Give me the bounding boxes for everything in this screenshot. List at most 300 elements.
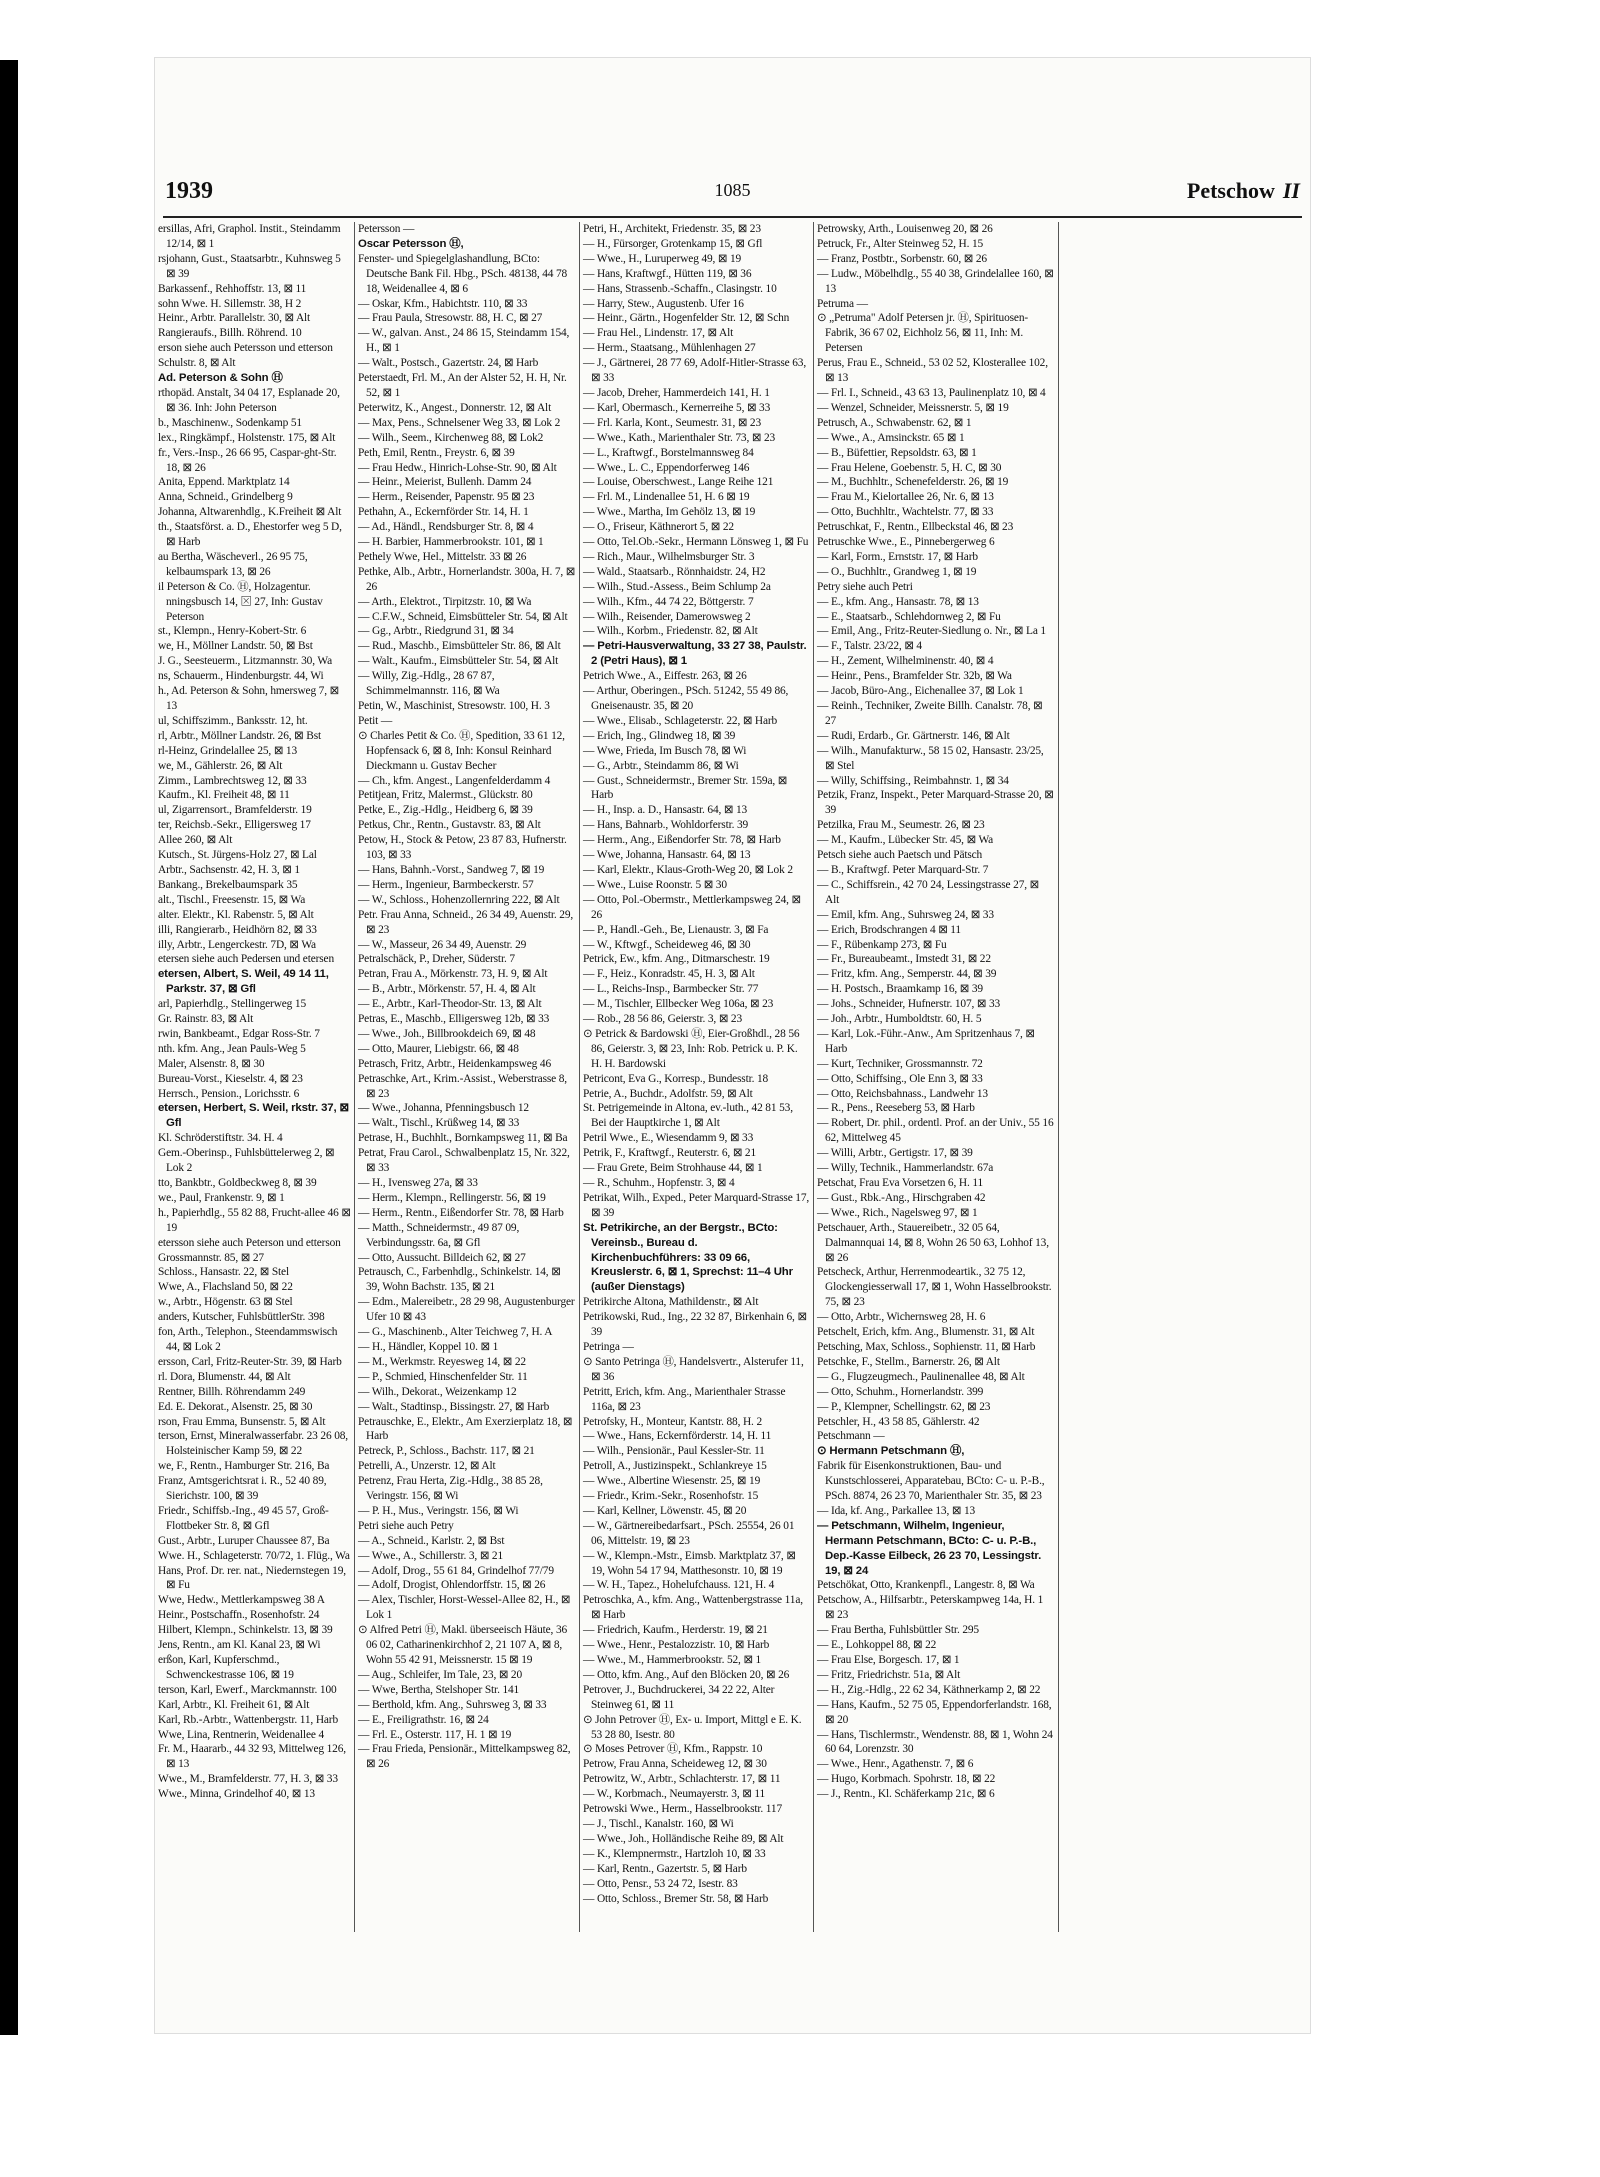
directory-entry: — M., Werkmstr. Reyesweg 14, ⊠ 22	[358, 1355, 526, 1368]
directory-entry: — Hans, Bahnh.-Vorst., Sandweg 7, ⊠ 19	[358, 863, 545, 876]
directory-entry: Petrie, A., Buchdr., Adolfstr. 59, ⊠ Alt	[583, 1087, 753, 1100]
directory-entry: — Fritz, kfm. Ang., Semperstr. 44, ⊠ 39	[817, 968, 997, 981]
directory-entry: — Max, Pens., Schnelsener Weg 33, ⊠ Lok 2	[358, 416, 561, 429]
directory-entry: — Ad., Händl., Rendsburger Str. 8, ⊠ 4	[358, 521, 534, 534]
directory-entry: Pethely Wwe, Hel., Mittelstr. 33 ⊠ 26	[358, 550, 527, 563]
directory-entry: — Wwe., Luise Roonstr. 5 ⊠ 30	[583, 878, 727, 891]
directory-entry: — Wwe, Johanna, Hansastr. 64, ⊠ 13	[583, 849, 751, 862]
directory-entry: Petschökat, Otto, Krankenpfl., Langestr. 8, ⊠ Wa	[817, 1579, 1035, 1592]
directory-entry: we, H., Möllner Landstr. 50, ⊠ Bst	[158, 640, 313, 653]
directory-entry: — Otto, Arbtr., Wichernsweg 28, H. 6	[817, 1311, 986, 1324]
directory-entry: — Willy, Technik., Hammerlandstr. 67a	[817, 1162, 994, 1175]
directory-entry: — W., galvan. Anst., 24 86 15, Steindamm 154, H., ⊠ 1	[358, 327, 570, 355]
directory-entry: — Herm., Rentn., Eißendorfer Str. 78, ⊠ Harb	[358, 1206, 564, 1219]
directory-entry: — B., Arbtr., Mörkenstr. 57, H. 4, ⊠ Alt	[358, 983, 536, 996]
directory-entry: — F., Heiz., Konradstr. 45, H. 3, ⊠ Alt	[583, 968, 755, 981]
directory-entry: illi, Rangierarb., Heidhörn 82, ⊠ 33	[158, 923, 317, 936]
directory-entry: — Heinr., Gärtn., Hogenfelder Str. 12, ⊠ Schn	[583, 312, 790, 325]
directory-entry: — W., Masseur, 26 34 49, Auenstr. 29	[358, 938, 527, 951]
directory-entry: — Frau Else, Borgesch. 17, ⊠ 1	[817, 1654, 960, 1666]
directory-entry: Petrauschke, E., Elektr., Am Exerzierplatz 18, ⊠ Harb	[358, 1415, 573, 1443]
directory-entry: — Karl, Obermasch., Kernerreihe 5, ⊠ 33	[583, 401, 771, 414]
directory-entry: ersson, Carl, Fritz-Reuter-Str. 39, ⊠ Harb	[158, 1355, 342, 1368]
directory-entry: — Wwe., L. C., Eppendorferweg 146	[583, 461, 750, 474]
directory-entry: — Robert, Dr. phil., ordentl. Prof. an der Univ., 55 16 62, Mittelweg 45	[817, 1117, 1054, 1145]
directory-entry: ns, Schauerm., Hindenburgstr. 44, Wi	[158, 670, 324, 683]
directory-entry: — Wwe., M., Hammerbrookstr. 52, ⊠ 1	[583, 1654, 762, 1666]
directory-entry: — H., Fürsorger, Grotenkamp 15, ⊠ Gfl	[583, 237, 763, 250]
directory-entry: — Otto, kfm. Ang., Auf den Blöcken 20, ⊠ 26	[583, 1668, 790, 1681]
scan-edge-strip	[0, 60, 18, 2035]
directory-entry: — Wilh., Korbm., Friedenstr. 82, ⊠ Alt	[583, 625, 758, 638]
directory-entry: Bankang., Brekelbaumspark 35	[158, 878, 298, 891]
directory-entry: — Kurt, Techniker, Grossmannstr. 72	[817, 1057, 983, 1070]
directory-entry: — Otto, Schiffsing., Ole Enn 3, ⊠ 33	[817, 1072, 983, 1085]
page-header	[155, 178, 1310, 214]
directory-page	[155, 58, 1310, 2033]
directory-entry: — Joh., Arbtr., Humboldtstr. 60, H. 5	[817, 1013, 982, 1026]
directory-entry: — Matth., Schneidermstr., 49 87 09, Verbindungsstr. 6a, ⊠ Gfl	[358, 1221, 520, 1249]
directory-entry: Petry siehe auch Petri	[817, 580, 913, 593]
directory-entry: — Ch., kfm. Angest., Langenfelderdamm 4	[358, 774, 551, 787]
directory-entry: — Wwe., Martha, Im Gehölz 13, ⊠ 19	[583, 506, 756, 519]
directory-entry: Petschauer, Arth., Stauereibetr., 32 05 64, Dalmannquai 14, ⊠ 8, Wohn 26 50 63, Lohhof 13, ⊠ 26	[817, 1221, 1049, 1264]
directory-entry: — Frau Hel., Lindenstr. 17, ⊠ Alt	[583, 327, 734, 340]
directory-entry: rl-Heinz, Grindelallee 25, ⊠ 13	[158, 744, 298, 757]
directory-column-3	[580, 222, 814, 1932]
directory-entry: — Rich., Maur., Wilhelmsburger Str. 3	[583, 550, 755, 563]
directory-entry: J. G., Seesteuerm., Litzmannstr. 30, Wa	[158, 655, 332, 668]
directory-entry: — Hans, Bahnarb., Wohldorferstr. 39	[583, 819, 749, 832]
directory-column-4	[814, 222, 1059, 1932]
directory-entry: etersen siehe auch Pedersen und etersen	[158, 953, 335, 966]
directory-entry: — Otto, Schuhm., Hornerlandstr. 399	[817, 1385, 984, 1398]
directory-entry: — Louise, Oberschwest., Lange Reihe 121	[583, 476, 774, 489]
directory-entry: we., Paul, Frankenstr. 9, ⊠ 1	[158, 1191, 285, 1204]
directory-entry: — G., Flugzeugmech., Paulinenallee 48, ⊠ Alt	[817, 1370, 1025, 1383]
header-rule	[163, 216, 1302, 218]
directory-entry: — E., Arbtr., Karl-Theodor-Str. 13, ⊠ Alt	[358, 998, 542, 1011]
directory-entry: — Ludw., Möbelhdlg., 55 40 38, Grindelallee 160, ⊠ 13	[817, 267, 1054, 295]
directory-entry: Petras, E., Maschb., Elligersweg 12b, ⊠ 33	[358, 1013, 550, 1026]
directory-entry: Schulstr. 8, ⊠ Alt	[158, 357, 236, 370]
directory-entry: Fabrik für Eisenkonstruktionen, Bau- und Kunstschlosserei, Apparatebau, BCto: C- u. P.-B., PSch. 8874, 26 23 70, Marienthaler Str. 35, ⊠ 23	[817, 1460, 1045, 1503]
directory-entry: Petschow, A., Hilfsarbtr., Peterskampweg 14a, H. 1 ⊠ 23	[817, 1594, 1044, 1622]
directory-entry: — Gust., Rbk.-Ang., Hirschgraben 42	[817, 1191, 986, 1204]
directory-entry: — O., Friseur, Käthnerort 5, ⊠ 22	[583, 521, 734, 534]
directory-column-5	[1059, 222, 1310, 1932]
running-head-volume: II	[1282, 178, 1300, 203]
directory-entry: — W. H., Tapez., Hohelufchauss. 121, H. 4	[583, 1579, 775, 1592]
directory-entry: Petrik, F., Kraftwgf., Reuterstr. 6, ⊠ 21	[583, 1147, 757, 1160]
directory-entry: — Harry, Stew., Augustenb. Ufer 16	[583, 297, 744, 310]
directory-entry: Petritt, Erich, kfm. Ang., Marienthaler Strasse 116a, ⊠ 23	[583, 1385, 786, 1413]
directory-entry: — B., Büfettier, Repsoldstr. 63, ⊠ 1	[817, 446, 977, 459]
directory-entry: Petrat, Frau Carol., Schwalbenplatz 15, Nr. 322, ⊠ 33	[358, 1147, 570, 1175]
directory-entry: — Herm., Ang., Eißendorfer Str. 78, ⊠ Harb	[583, 834, 781, 847]
directory-entry: — Hans, Kaufm., 52 75 05, Eppendorferlandstr. 168, ⊠ 20	[817, 1698, 1052, 1726]
directory-entry: Maler, Alsenstr. 8, ⊠ 30	[158, 1057, 265, 1070]
directory-entry: rwin, Bankbeamt., Edgar Ross-Str. 7	[158, 1027, 320, 1040]
directory-entry: fr., Vers.-Insp., 26 66 95, Caspar-ght-Str. 18, ⊠ 26	[158, 446, 337, 474]
directory-entry: — Frl. E., Osterstr. 117, H. 1 ⊠ 19	[358, 1728, 512, 1741]
directory-entry: — Frl. M., Lindenallee 51, H. 6 ⊠ 19	[583, 491, 750, 504]
directory-entry: Petschelt, Erich, kfm. Ang., Blumenstr. 31, ⊠ Alt	[817, 1326, 1035, 1339]
directory-entry: — Wilh., Seem., Kirchenweg 88, ⊠ Lok2	[358, 431, 544, 444]
directory-entry: — Wilh., Pensionär., Paul Kessler-Str. 11	[583, 1445, 765, 1458]
directory-entry: — Frau Grete, Beim Strohhause 44, ⊠ 1	[583, 1162, 763, 1175]
directory-entry: — Wwe., Hans, Eckernförderstr. 14, H. 11	[583, 1430, 772, 1443]
running-head-name: Petschow	[1186, 178, 1275, 203]
directory-entry: — W., Gärtnereibedarfsart., PSch. 25554, 26 01 06, Mittelstr. 19, ⊠ 23	[583, 1519, 795, 1547]
directory-entry: — L., Kraftwgf., Borstelmannsweg 84	[583, 446, 754, 459]
directory-entry: Fenster- und Spiegelglashandlung, BCto: Deutsche Bank Fil. Hbg., PSch. 48138, 44 78 18, Weidenallee 4, ⊠ 6	[358, 252, 568, 295]
directory-entry: ⊙ Charles Petit & Co. Ⓗ, Spedition, 33 61 12, Hopfensack 6, ⊠ 8, Inh: Konsul Reinhard Dieckmann u. Gustav Becher	[358, 729, 565, 772]
directory-entry: — Petri-Hausverwaltung, 33 27 38, Paulstr. 2 (Petri Haus), ⊠ 1	[583, 640, 807, 668]
directory-entry: — Frl. Karla, Kont., Seumestr. 31, ⊠ 23	[583, 416, 762, 429]
directory-entry: — A., Schneid., Karlstr. 2, ⊠ Bst	[358, 1534, 505, 1547]
directory-entry: — Friedrich, Kaufm., Herderstr. 19, ⊠ 21	[583, 1624, 768, 1637]
directory-entry: — Wwe., Rich., Nagelsweg 97, ⊠ 1	[817, 1206, 978, 1219]
directory-entry: Karl, Arbtr., Kl. Freiheit 61, ⊠ Alt	[158, 1698, 310, 1711]
directory-entry: — Willy, Schiffsing., Reimbahnstr. 1, ⊠ 34	[817, 774, 1009, 787]
directory-entry: th., Staatsförst. a. D., Ehestorfer weg 5 D, ⊠ Harb	[158, 521, 342, 549]
directory-entry: — J., Rentn., Kl. Schäferkamp 21c, ⊠ 6	[817, 1788, 995, 1801]
directory-columns	[155, 222, 1310, 1932]
directory-entry: Petschmann —	[817, 1430, 885, 1443]
directory-entry: Zimm., Lambrechtsweg 12, ⊠ 33	[158, 774, 307, 787]
directory-entry: — Aug., Schleifer, Im Tale, 23, ⊠ 20	[358, 1668, 523, 1681]
directory-entry: Petringa —	[583, 1340, 634, 1353]
directory-entry: — G., Arbtr., Steindamm 86, ⊠ Wi	[583, 759, 739, 772]
directory-entry: — Erich, Ing., Glindweg 18, ⊠ 39	[583, 729, 736, 742]
directory-entry: Petruck, Fr., Alter Steinweg 52, H. 15	[817, 237, 984, 250]
directory-entry: Petersson —	[358, 223, 415, 235]
directory-entry: Petreck, P., Schloss., Bachstr. 117, ⊠ 21	[358, 1445, 535, 1458]
directory-entry: Herrsch., Pension., Lorichsstr. 6	[158, 1087, 300, 1100]
directory-entry: — Emil, kfm. Ang., Suhrsweg 24, ⊠ 33	[817, 908, 994, 921]
directory-entry: — Arth., Elektrot., Tirpitzstr. 10, ⊠ Wa	[358, 595, 532, 608]
directory-entry: Petrikat, Wilh., Exped., Peter Marquard-Strasse 17, ⊠ 39	[583, 1191, 810, 1219]
directory-entry: Petrick, Ew., kfm. Ang., Ditmarschestr. 19	[583, 953, 770, 966]
directory-entry: Rentner, Billh. Röhrendamm 249	[158, 1385, 306, 1398]
directory-entry: Petrich Wwe., A., Eiffestr. 263, ⊠ 26	[583, 670, 747, 683]
directory-entry: — Otto, Pensr., 53 24 72, Isestr. 83	[583, 1877, 738, 1890]
directory-entry: — Wilh., Reisender, Damerowsweg 2	[583, 610, 751, 623]
directory-entry: Wwe., M., Bramfelderstr. 77, H. 3, ⊠ 33	[158, 1773, 338, 1786]
directory-entry: Petroschka, A., kfm. Ang., Wattenbergstrasse 11a, ⊠ Harb	[583, 1594, 803, 1622]
directory-entry: — Karl, Kellner, Löwenstr. 45, ⊠ 20	[583, 1504, 747, 1517]
directory-entry: — Wilh., Dekorat., Weizenkamp 12	[358, 1385, 517, 1398]
directory-entry: Petrasch, Fritz, Arbtr., Heidenkampsweg 46	[358, 1057, 551, 1070]
directory-entry: Petrofsky, H., Monteur, Kantstr. 88, H. 2	[583, 1415, 763, 1428]
directory-entry: Gem.-Oberinsp., Fuhlsbüttelerweg 2, ⊠ Lok 2	[158, 1147, 335, 1175]
directory-entry: alter. Elektr., Kl. Rabenstr. 5, ⊠ Alt	[158, 908, 314, 921]
directory-entry: Petruma —	[817, 297, 868, 310]
directory-entry: — Berthold, kfm. Ang., Suhrsweg 3, ⊠ 33	[358, 1698, 547, 1711]
header-running-head	[1187, 178, 1300, 204]
directory-entry: sohn Wwe. H. Sillemstr. 38, H 2	[158, 297, 302, 310]
directory-entry: — Walt., Stadtinsp., Bissingstr. 27, ⊠ Harb	[358, 1400, 550, 1413]
directory-entry: — Otto, Aussucht. Billdeich 62, ⊠ 27	[358, 1251, 526, 1264]
directory-entry: — R., Schuhm., Hopfenstr. 3, ⊠ 4	[583, 1177, 735, 1189]
directory-entry: Petrausch, C., Farbenhdlg., Schinkelstr. 14, ⊠ 39, Wohn Bachstr. 135, ⊠ 21	[358, 1266, 561, 1294]
directory-entry: Petkus, Chr., Rentn., Gustavstr. 83, ⊠ Alt	[358, 819, 541, 832]
directory-entry: — Rob., 28 56 86, Geierstr. 3, ⊠ 23	[583, 1013, 743, 1026]
directory-entry: Petrowsky, Arth., Louisenweg 20, ⊠ 26	[817, 223, 993, 235]
directory-entry: — Adolf, Drogist, Ohlendorffstr. 15, ⊠ 26	[358, 1579, 546, 1592]
directory-entry: Petzik, Franz, Inspekt., Peter Marquard-Strasse 20, ⊠ 39	[817, 789, 1054, 817]
directory-entry: Pethke, Alb., Arbtr., Hornerlandstr. 300a, H. 7, ⊠ 26	[358, 565, 576, 593]
directory-entry: — Hans, Kraftwgf., Hütten 119, ⊠ 36	[583, 267, 752, 280]
directory-entry: — J., Gärtnerei, 28 77 69, Adolf-Hitler-Strasse 63, ⊠ 33	[583, 357, 807, 385]
directory-entry: — Frau M., Kielortallee 26, Nr. 6, ⊠ 13	[817, 491, 994, 504]
directory-entry: b., Maschinenw., Sodenkamp 51	[158, 416, 302, 429]
directory-entry: — Frau Hedw., Hinrich-Lohse-Str. 90, ⊠ Alt	[358, 461, 557, 474]
directory-entry: arl, Papierhdlg., Stellingerweg 15	[158, 998, 307, 1011]
directory-entry: Arbtr., Sachsenstr. 42, H. 3, ⊠ 1	[158, 863, 300, 876]
directory-entry: — F., Rübenkamp 273, ⊠ Fu	[817, 938, 947, 951]
directory-entry: Petruschke Wwe., E., Pinnebergerweg 6	[817, 536, 995, 549]
directory-entry: rthopäd. Anstalt, 34 04 17, Esplanade 20, ⊠ 36. Inh: John Peterson	[158, 386, 340, 414]
directory-entry: — Arthur, Oberingen., PSch. 51242, 55 49 86, Gneisenaustr. 35, ⊠ 20	[583, 685, 789, 712]
directory-entry: Schloss., Hansastr. 22, ⊠ Stel	[158, 1266, 289, 1279]
directory-entry: — W., Schloss., Hohenzollernring 222, ⊠ Alt	[358, 893, 560, 906]
directory-entry: — P. H., Mus., Veringstr. 156, ⊠ Wi	[358, 1504, 519, 1517]
directory-entry: — Heinr., Pens., Bramfelder Str. 32b, ⊠ Wa	[817, 670, 1012, 683]
directory-entry: h., Ad. Peterson & Sohn, hmersweg 7, ⊠ 13	[158, 685, 340, 712]
directory-entry: — W., Korbmach., Neumayerstr. 3, ⊠ 11	[583, 1788, 765, 1801]
directory-entry: erßon, Karl, Kupferschmd., Schwenckestrasse 106, ⊠ 19	[158, 1654, 294, 1681]
directory-entry: Heinr., Arbtr. Parallelstr. 30, ⊠ Alt	[158, 312, 311, 325]
directory-entry: — Wenzel, Schneider, Meissnerstr. 5, ⊠ 19	[817, 401, 1009, 414]
directory-entry: — Wwe., Elisab., Schlageterstr. 22, ⊠ Harb	[583, 714, 778, 727]
directory-entry: — Otto, Buchhltr., Wachtelstr. 77, ⊠ 33	[817, 506, 994, 519]
directory-entry: Heinr., Postschaffn., Rosenhofstr. 24	[158, 1609, 320, 1622]
directory-entry: Allee 260, ⊠ Alt	[158, 834, 233, 847]
directory-entry: — H. Postsch., Braamkamp 16, ⊠ 39	[817, 983, 983, 996]
directory-entry: — J., Tischl., Kanalstr. 160, ⊠ Wi	[583, 1817, 734, 1830]
directory-entry: Gust., Arbtr., Luruper Chaussee 87, Ba	[158, 1534, 330, 1547]
directory-entry: — Willy, Zig.-Hdlg., 28 67 87, Schimmelmannstr. 116, ⊠ Wa	[358, 670, 500, 698]
directory-entry: Fr. M., Haararb., 44 32 93, Mittelweg 126, ⊠ 13	[158, 1743, 346, 1771]
directory-entry: Kutsch., St. Jürgens-Holz 27, ⊠ Lal	[158, 849, 317, 862]
directory-entry: — Herm., Staatsang., Mühlenhagen 27	[583, 342, 756, 355]
directory-entry: — H., Zement, Wilhelminenstr. 40, ⊠ 4	[817, 655, 994, 668]
directory-entry: — H., Händler, Koppel 10. ⊠ 1	[358, 1340, 499, 1353]
directory-entry: — H. Barbier, Hammerbrookstr. 101, ⊠ 1	[358, 536, 544, 549]
directory-entry: — C.F.W., Schneid, Eimsbütteler Str. 54, ⊠ Alt	[358, 610, 568, 623]
directory-entry: — Wwe., Johanna, Pfenningsbusch 12	[358, 1102, 529, 1115]
directory-entry: Petow, H., Stock & Petow, 23 87 83, Hufnerstr. 103, ⊠ 33	[358, 834, 567, 862]
directory-entry: — Wwe, Bertha, Stelshoper Str. 141	[358, 1683, 520, 1696]
directory-entry: Petitjean, Fritz, Malermst., Glückstr. 80	[358, 789, 533, 802]
directory-column-1	[155, 222, 355, 1932]
directory-entry: — Wilh., Stud.-Assess., Beim Schlump 2a	[583, 580, 771, 593]
directory-entry: Hans, Prof. Dr. rer. nat., Niedernstegen 19, ⊠ Fu	[158, 1564, 346, 1592]
directory-entry: Petsch siehe auch Paetsch und Pätsch	[817, 849, 983, 862]
directory-entry: — Wwe., Kath., Marienthaler Str. 73, ⊠ 23	[583, 431, 776, 444]
directory-entry: Petit —	[358, 714, 393, 727]
directory-entry: Wwe, Lina, Rentnerin, Weidenallee 4	[158, 1728, 324, 1741]
directory-entry: ⊙ Petrick & Bardowski Ⓗ, Eier-Großhdl., 28 56 86, Geierstr. 3, ⊠ 23, Inh: Rob. Petrick u. P. K. H. H. Bardowski	[583, 1027, 800, 1070]
directory-entry: — E., Freiligrathstr. 16, ⊠ 24	[358, 1713, 489, 1726]
directory-entry: — Hugo, Korbmach. Spohrstr. 18, ⊠ 22	[817, 1773, 996, 1786]
directory-entry: — Frau Paula, Stresowstr. 88, H. C, ⊠ 27	[358, 312, 543, 325]
directory-entry: Pethahn, A., Eckernförder Str. 14, H. 1	[358, 506, 529, 519]
directory-entry: — Oskar, Kfm., Habichtstr. 110, ⊠ 33	[358, 297, 528, 310]
directory-entry: — Wwe., H., Luruperweg 49, ⊠ 19	[583, 252, 742, 265]
directory-entry: — Otto, Maurer, Liebigstr. 66, ⊠ 48	[358, 1042, 519, 1055]
directory-entry: — Wwe., Henr., Agathenstr. 7, ⊠ 6	[817, 1758, 974, 1771]
directory-entry: — Hans, Strassenb.-Schaffn., Clasingstr. 10	[583, 282, 777, 295]
directory-entry: lex., Ringkämpf., Holstenstr. 175, ⊠ Alt	[158, 431, 336, 444]
directory-entry: — K., Klempnermstr., Hartzloh 10, ⊠ 33	[583, 1847, 766, 1860]
directory-entry: Petralschäck, P., Dreher, Süderstr. 7	[358, 953, 515, 966]
directory-entry: Petsching, Max, Schloss., Sophienstr. 11, ⊠ Harb	[817, 1340, 1036, 1353]
directory-entry: — Otto, Reichsbahnass., Landwehr 13	[817, 1087, 988, 1100]
directory-entry: Bureau-Vorst., Kieselstr. 4, ⊠ 23	[158, 1072, 303, 1085]
directory-entry: St. Petrigemeinde in Altona, ev.-luth., 42 81 53, Bei der Hauptkirche 1, ⊠ Alt	[583, 1102, 793, 1130]
directory-entry: ⊙ Moses Petrover Ⓗ, Kfm., Rappstr. 10	[583, 1743, 763, 1756]
directory-entry: Petrenz, Frau Herta, Zig.-Hdlg., 38 85 28, Veringstr. 156, ⊠ Wi	[358, 1475, 543, 1503]
directory-entry: — M., Kaufm., Lübecker Str. 45, ⊠ Wa	[817, 834, 994, 847]
directory-entry: Perus, Frau E., Schneid., 53 02 52, Klosterallee 102, ⊠ 13	[817, 357, 1048, 385]
directory-entry: — Karl, Elektr., Klaus-Groth-Weg 20, ⊠ Lok 2	[583, 863, 793, 876]
directory-entry: — Walt., Kaufm., Eimsbütteler Str. 54, ⊠ Alt	[358, 655, 559, 668]
header-page-number: 1085	[714, 180, 751, 200]
directory-entry: Petruschkat, F., Rentn., Ellbeckstal 46, ⊠ 23	[817, 521, 1014, 534]
directory-entry: anders, Kutscher, FuhlsbüttlerStr. 398	[158, 1311, 325, 1324]
directory-entry: ⊙ Santo Petringa Ⓗ, Handelsvertr., Alsterufer 11, ⊠ 36	[583, 1355, 804, 1383]
directory-entry: — M., Buchhltr., Schenefelderstr. 26, ⊠ 19	[817, 476, 1009, 489]
directory-entry: au Bertha, Wäscheverl., 26 95 75, kelbaumspark 13, ⊠ 26	[158, 550, 308, 578]
directory-entry: Rangieraufs., Billh. Röhrend. 10	[158, 327, 302, 340]
directory-entry: Petin, W., Maschinist, Stresowstr. 100, H. 3	[358, 700, 550, 712]
directory-entry: — Herm., Reisender, Papenstr. 95 ⊠ 23	[358, 491, 535, 504]
directory-entry: — B., Kraftwgf. Peter Marquard-Str. 7	[817, 863, 989, 876]
directory-entry: — Friedr., Krim.-Sekr., Rosenhofstr. 15	[583, 1490, 759, 1503]
directory-entry: St. Petrikirche, an der Bergstr., BCto: Vereinsb., Bureau d. Kirchenbuchführers: 33 09 66, Kreuslerstr. 6, ⊠ 1, Sprechst: 11–4 Uhr (außer Dienstags)	[583, 1221, 793, 1294]
directory-entry: — Willi, Arbtr., Gertigstr. 17, ⊠ 39	[817, 1147, 973, 1160]
directory-entry: — H., Insp. a. D., Hansastr. 64, ⊠ 13	[583, 804, 748, 817]
directory-entry: — Wwe., Albertine Wiesenstr. 25, ⊠ 19	[583, 1475, 761, 1488]
directory-entry: — Hans, Tischlermstr., Wendenstr. 88, ⊠ 1, Wohn 24 60 64, Lorenzstr. 30	[817, 1728, 1053, 1756]
directory-entry: Petschler, H., 43 58 85, Gählerstr. 42	[817, 1415, 980, 1428]
directory-entry: Petrelli, A., Unzerstr. 12, ⊠ Alt	[358, 1460, 496, 1473]
directory-entry: — Karl, Form., Ernststr. 17, ⊠ Harb	[817, 550, 978, 563]
directory-entry: Anna, Schneid., Grindelberg 9	[158, 491, 293, 504]
directory-entry: Jens, Rentn., am Kl. Kanal 23, ⊠ Wi	[158, 1639, 321, 1652]
directory-entry: Petroll, A., Justizinspekt., Schlankreye 15	[583, 1460, 767, 1473]
directory-entry: — W., Klempn.-Mstr., Eimsb. Marktplatz 37, ⊠ 19, Wohn 54 17 94, Matthesonstr. 10, ⊠ 19	[583, 1549, 796, 1577]
directory-entry: rson, Frau Emma, Bunsenstr. 5, ⊠ Alt	[158, 1415, 326, 1428]
directory-entry: — G., Maschinenb., Alter Teichweg 7, H. A	[358, 1326, 553, 1339]
directory-entry: Ad. Peterson & Sohn Ⓗ	[158, 372, 283, 385]
directory-entry: — H., Ivensweg 27a, ⊠ 33	[358, 1177, 478, 1189]
directory-entry: Petschke, F., Stellm., Barnerstr. 26, ⊠ Alt	[817, 1355, 1000, 1368]
directory-entry: Anita, Eppend. Marktplatz 14	[158, 476, 290, 489]
directory-entry: — Otto, Schloss., Bremer Str. 58, ⊠ Harb	[583, 1892, 769, 1905]
directory-entry: — Otto, Tel.Ob.-Sekr., Hermann Lönsweg 1, ⊠ Fu	[583, 536, 809, 549]
directory-entry: — Johs., Schneider, Hufnerstr. 107, ⊠ 33	[817, 998, 1001, 1011]
directory-entry: w., Arbtr., Högenstr. 63 ⊠ Stel	[158, 1296, 293, 1309]
directory-entry: ul, Schiffszimm., Banksstr. 12, ht.	[158, 714, 308, 727]
directory-entry: nth. kfm. Ang., Jean Pauls-Weg 5	[158, 1042, 306, 1055]
directory-entry: h., Papierhdlg., 55 82 88, Frucht-allee 46 ⊠ 19	[158, 1206, 351, 1234]
directory-entry: Peterstaedt, Frl. M., An der Alster 52, H. H, Nr. 52, ⊠ 1	[358, 372, 567, 399]
header-year: 1939	[165, 178, 213, 204]
directory-entry: ⊙ Alfred Petri Ⓗ, Makl. überseeisch Häute, 36 06 02, Catharinenkirchhof 2, 21 107 A, ⊠ 8, Wohn 55 42 91, Meissnerstr. 15 ⊠ 19	[358, 1624, 568, 1666]
directory-entry: Karl, Rb.-Arbtr., Wattenbergstr. 11, Harb	[158, 1713, 338, 1726]
directory-entry: — Edm., Malereibetr., 28 29 98, Augustenburger Ufer 10 ⊠ 43	[358, 1296, 575, 1324]
directory-entry: — R., Pens., Reeseberg 53, ⊠ Harb	[817, 1102, 975, 1115]
directory-entry: Barkassenf., Rehhoffstr. 13, ⊠ 11	[158, 282, 307, 295]
directory-entry: — Rud., Maschb., Eimsbütteler Str. 86, ⊠ Alt	[358, 640, 561, 653]
directory-entry: Petrover, J., Buchdruckerei, 34 22 22, Alter Steinweg 61, ⊠ 11	[583, 1683, 775, 1711]
directory-entry: Wwe, Hedw., Mettlerkampsweg 38 A	[158, 1594, 325, 1607]
directory-entry: — Jacob, Büro-Ang., Eichenallee 37, ⊠ Lok 1	[817, 685, 1024, 698]
directory-entry: — Adolf, Drog., 55 61 84, Grindelhof 77/79	[358, 1564, 554, 1577]
directory-entry: — Frau Frieda, Pensionär., Mittelkampsweg 82, ⊠ 26	[358, 1743, 571, 1771]
directory-entry: — P., Handl.-Geh., Be, Lienaustr. 3, ⊠ Fa	[583, 923, 769, 936]
directory-entry: Petraschke, Art., Krim.-Assist., Weberstrasse 8, ⊠ 23	[358, 1072, 568, 1100]
directory-entry: Wwe, A., Flachsland 50, ⊠ 22	[158, 1281, 293, 1294]
directory-entry: — P., Klempner, Schellingstr. 62, ⊠ 23	[817, 1400, 991, 1413]
directory-entry: — Rudi, Erdarb., Gr. Gärtnerstr. 146, ⊠ Alt	[817, 729, 1010, 742]
directory-entry: alt., Tischl., Freesenstr. 15, ⊠ Wa	[158, 893, 306, 906]
directory-entry: — Franz, Postbtr., Sorbenstr. 60, ⊠ 26	[817, 252, 987, 265]
directory-entry: we, F., Rentn., Hamburger Str. 216, Ba	[158, 1460, 330, 1473]
directory-entry: — Ida, kf. Ang., Parkallee 13, ⊠ 13	[817, 1504, 976, 1517]
directory-entry: Johanna, Altwarenhdlg., K.Freiheit ⊠ Alt	[158, 506, 342, 519]
directory-entry: — E., Staatsarb., Schlehdornweg 2, ⊠ Fu	[817, 610, 1001, 623]
directory-entry: — L., Reichs-Insp., Barmbecker Str. 77	[583, 983, 759, 996]
directory-entry: — Wwe., A., Amsinckstr. 65 ⊠ 1	[817, 431, 965, 444]
directory-entry: fon, Arth., Telephon., Steendammswisch 44, ⊠ Lok 2	[158, 1326, 338, 1353]
directory-entry: — Jacob, Dreher, Hammerdeich 141, H. 1	[583, 386, 770, 399]
directory-entry: — H., Zig.-Hdlg., 22 62 34, Käthnerkamp 2, ⊠ 22	[817, 1683, 1041, 1696]
directory-entry: — Emil, Ang., Fritz-Reuter-Siedlung o. Nr., ⊠ La 1	[817, 625, 1046, 638]
directory-entry: Petke, E., Zig.-Hdlg., Heidberg 6, ⊠ 39	[358, 804, 533, 817]
directory-entry: illy, Arbtr., Lengerckestr. 7D, ⊠ Wa	[158, 938, 316, 951]
directory-entry: ul, Zigarrensort., Bramfelderstr. 19	[158, 804, 312, 817]
directory-entry: — Heinr., Meierist, Bullenh. Damm 24	[358, 476, 532, 489]
directory-entry: ⊙ John Petrover Ⓗ, Ex- u. Import, Mittgl e E. K. 53 28 80, Isestr. 80	[583, 1713, 802, 1741]
directory-entry: Petrikowski, Rud., Ing., 22 32 87, Birkenhain 6, ⊠ 39	[583, 1311, 807, 1339]
directory-entry: ⊙ Hermann Petschmann Ⓗ,	[817, 1445, 965, 1458]
directory-entry: etersson siehe auch Peterson und etterson	[158, 1236, 341, 1249]
directory-entry: Kl. Schröderstiftstr. 34. H. 4	[158, 1132, 283, 1145]
directory-entry: Petrusch, A., Schwabenstr. 62, ⊠ 1	[817, 416, 972, 429]
directory-entry: Franz, Amtsgerichtsrat i. R., 52 40 89, Sierichstr. 100, ⊠ 39	[158, 1475, 327, 1503]
directory-entry: ersillas, Afri, Graphol. Instit., Steindamm 12/14, ⊠ 1	[158, 223, 341, 250]
directory-entry: Petran, Frau A., Mörkenstr. 73, H. 9, ⊠ Alt	[358, 968, 548, 981]
directory-entry: rl. Dora, Blumenstr. 44, ⊠ Alt	[158, 1370, 291, 1383]
directory-entry: — Fritz, Friedrichstr. 51a, ⊠ Alt	[817, 1668, 961, 1681]
directory-entry: Ed. E. Dekorat., Alsenstr. 25, ⊠ 30	[158, 1400, 313, 1413]
directory-entry: — Gg., Arbtr., Riedgrund 31, ⊠ 34	[358, 625, 514, 638]
directory-entry: Peth, Emil, Rentn., Freystr. 6, ⊠ 39	[358, 446, 515, 459]
directory-entry: — Wwe, Frieda, Im Busch 78, ⊠ Wi	[583, 744, 747, 757]
directory-entry: etersen, Herbert, S. Weil, rkstr. 37, ⊠ Gfl	[158, 1102, 349, 1130]
directory-entry: Wwe. H., Schlageterstr. 70/72, 1. Flüg., Wa	[158, 1549, 350, 1562]
directory-entry: Petricont, Eva G., Korresp., Bundesstr. 18	[583, 1072, 769, 1085]
directory-entry: Friedr., Schiffsb.-Ing., 49 45 57, Groß-Flottbeker Str. 8, ⊠ Gfl	[158, 1504, 329, 1532]
directory-entry: — Fr., Bureaubeamt., Imstedt 31, ⊠ 22	[817, 953, 991, 966]
directory-entry: Hilbert, Klempn., Schinkelstr. 13, ⊠ 39	[158, 1624, 333, 1637]
directory-entry: — Herm., Klempn., Rellingerstr. 56, ⊠ 19	[358, 1191, 546, 1204]
